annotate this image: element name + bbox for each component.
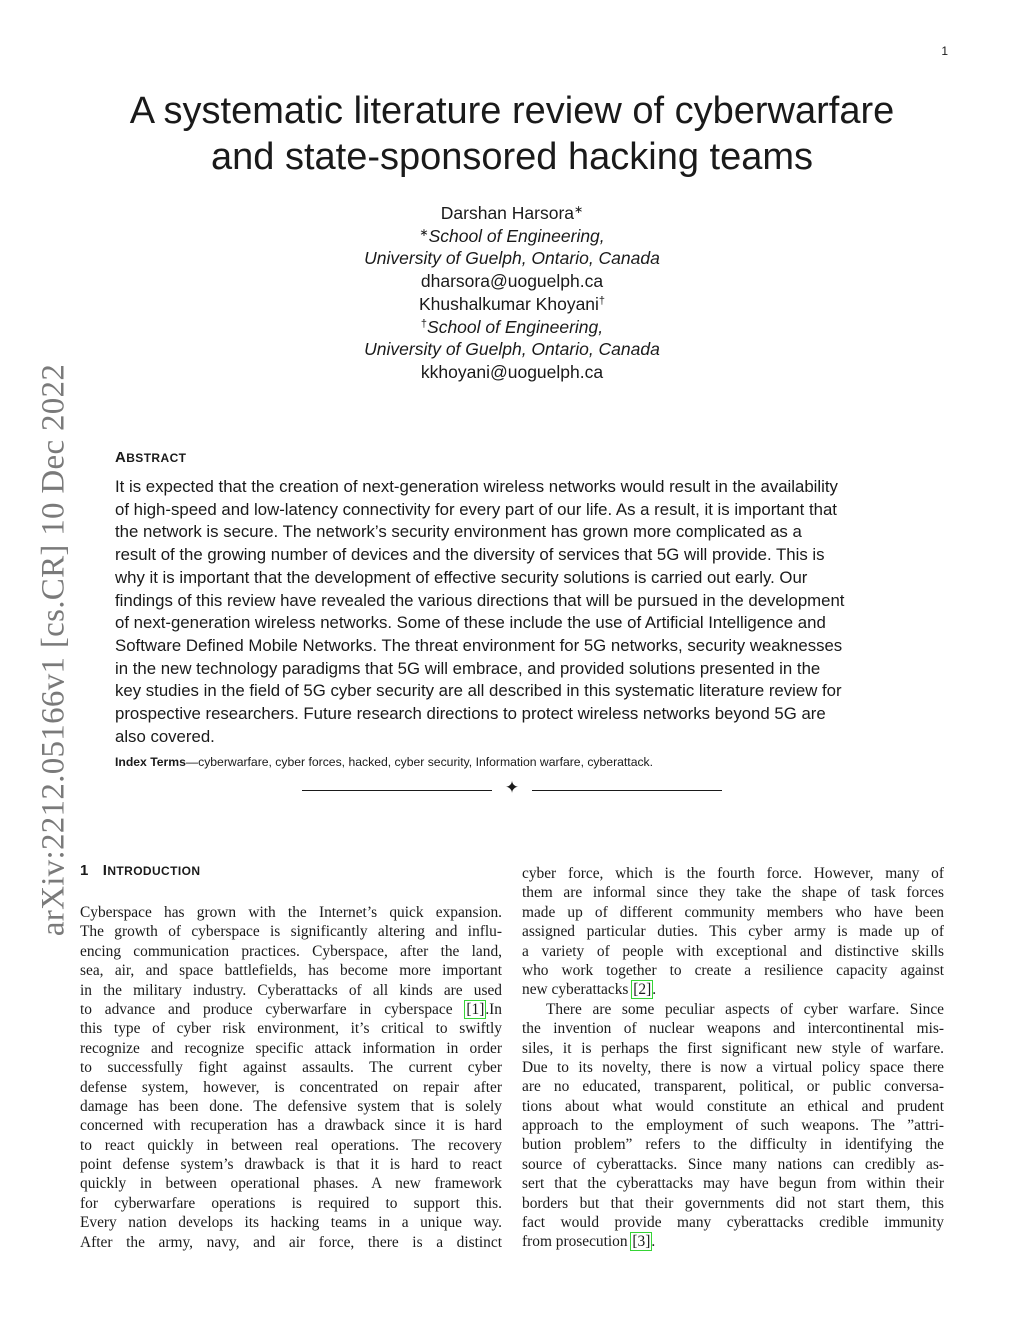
body-line: for cyberwarfare operations is required to support this.	[80, 1194, 502, 1212]
section-number: 1	[80, 862, 89, 879]
body-line: this type of cyber risk environment, it’s critical to swiftly	[80, 1020, 502, 1038]
body-text: .	[651, 1233, 656, 1251]
introduction-right-column	[522, 864, 944, 1252]
body-line: Every nation develops its hacking teams in a unique way.	[80, 1214, 502, 1232]
body-line: siles, it is perhaps the first significant new style of warfare.	[522, 1039, 944, 1057]
author-2-name: Khushalkumar Khoyani	[418, 293, 599, 314]
affiliation-2-line-2: University of Guelph, Ontario, Canada	[364, 339, 660, 360]
abstract-line: also covered.	[115, 726, 215, 746]
affiliation-1-line-2: University of Guelph, Ontario, Canada	[364, 248, 660, 269]
body-line: to successfully fight against assaults. The current cyber	[80, 1059, 502, 1077]
abstract-heading-rest: BSTRACT	[126, 451, 187, 465]
abstract-line: It is expected that the creation of next-generation wireless networks would result in the availability	[115, 477, 838, 496]
abstract-line: of high-speed and low-latency connectivity for every part of our life. As a result, it is important that	[115, 499, 837, 519]
body-line: approach to the employment of such weapons. The ”attri-	[522, 1117, 944, 1135]
body-line: tions about what would constitute an ethical and prudent	[522, 1097, 944, 1115]
index-terms	[115, 755, 915, 769]
body-line: them are informal since they take the shape of task forces	[522, 884, 944, 902]
abstract-line: prospective researchers. Future research directions to protect wireless networks beyond 5G are	[115, 704, 826, 724]
abstract-line: in the new technology paradigms that 5G will embrace, and provided solutions presented in the	[115, 658, 821, 678]
author-block	[250, 202, 774, 384]
author-2-mark: †	[598, 294, 606, 307]
index-terms-label: Index Terms	[115, 755, 186, 769]
body-line: recognize and recognize specific attack information in order	[80, 1039, 502, 1057]
introduction-left-column	[80, 903, 502, 1252]
abstract-line: result of the growing number of devices and the diversity of services that 5G will provide. This is	[115, 545, 825, 565]
body-line: assigned particular duties. This cyber army is made up of	[522, 923, 944, 941]
abstract-line: findings of this review have revealed the various directions that will be pursued in the development	[115, 590, 845, 610]
abstract-heading	[115, 449, 186, 466]
body-line: source of cyberattacks. Since many nations can credibly as-	[522, 1155, 944, 1173]
body-line: encing communication practices. Cyberspace, after the land,	[80, 942, 502, 960]
body-line: Cyberspace has grown with the Internet’s quick expansion.	[80, 904, 502, 921]
body-line: who work together to create a resilience capacity against	[522, 961, 944, 979]
separator-rule-left	[302, 790, 492, 791]
author-1-name: Darshan Harsora	[440, 203, 575, 223]
abstract-line: Software Defined Mobile Networks. The threat environment for 5G networks, security weaknesses	[115, 635, 843, 655]
abstract-heading-initial: A	[115, 449, 127, 466]
affiliation-2-mark: †	[420, 317, 428, 330]
separator-rule-right	[532, 790, 722, 791]
abstract-line: of next-generation wireless networks. Some of these include the use of Artificial Intelligence and	[115, 613, 826, 633]
body-line: a variety of people with exceptional and distinctive skills	[522, 942, 944, 960]
body-text: new cyberattacks	[522, 981, 633, 999]
body-text: to advance and produce cyberwarfare in cyberspace	[80, 1000, 466, 1018]
body-text: from prosecution	[522, 1233, 632, 1251]
body-line: sea, air, and space battlefields, has become more important	[80, 962, 502, 980]
index-terms-list: —cyberwarfare, cyber forces, hacked, cyber security, Information warfare, cyberattack.	[185, 755, 654, 769]
introduction-heading-initial: I	[102, 862, 108, 879]
body-line: in the military industry. Cyberattacks of all kinds are used	[80, 981, 502, 999]
body-line: cyber force, which is the fourth force. However, many of	[522, 865, 944, 882]
body-line: The growth of cyberspace is significantly altering and influ-	[80, 923, 502, 941]
paper-title-line-1: A systematic literature review of cyberwarfare	[129, 90, 895, 132]
affiliation-1-mark: ∗	[419, 226, 429, 239]
introduction-heading-rest: NTRODUCTION	[107, 864, 201, 878]
body-line: There are some peculiar aspects of cyber warfare. Since	[546, 1000, 944, 1018]
body-line: borders but that their governments did not start them, this	[522, 1194, 944, 1212]
body-line: Due to its novelty, there is now a virtual policy space there	[522, 1058, 944, 1076]
affiliation-1-school: School of Engineering,	[428, 225, 605, 246]
abstract-line: why it is important that the development of effective security solutions is carried out early. Our	[115, 567, 808, 587]
citation-link-1[interactable]: [1]	[466, 1000, 485, 1018]
abstract-line: the network is secure. The network’s security environment has grown more complicated as a	[115, 522, 802, 542]
body-line: the invention of nuclear weapons and intercontinental mis-	[522, 1020, 944, 1038]
affiliation-2-school: School of Engineering,	[427, 316, 604, 337]
section-separator	[302, 780, 722, 800]
abstract-line: key studies in the field of 5G cyber security are all described in this systematic literature review for	[115, 681, 842, 701]
author-1-email[interactable]: dharsora@uoguelph.ca	[420, 271, 604, 292]
body-line-with-citation	[80, 1000, 502, 1019]
affiliation-1-line-1	[250, 225, 774, 248]
paper-title-line-2: and state-sponsored hacking teams	[210, 136, 814, 178]
author-1-mark: ∗	[574, 204, 584, 216]
body-line-with-citation	[522, 1232, 944, 1251]
paper-title	[80, 88, 944, 180]
body-line: made up of different community members who have been	[522, 903, 944, 921]
body-line: point defense system’s drawback is that it is hard to react	[80, 1156, 502, 1174]
arxiv-identifier-stamp[interactable]: arXiv:2212.05166v1 [cs.CR] 10 Dec 2022	[35, 363, 72, 937]
body-line: quickly in between operational phases. A new framework	[80, 1175, 502, 1193]
body-line: defense system, however, is concentrated on repair after	[80, 1078, 502, 1096]
body-line: are no educated, transparent, political, or public conversa-	[522, 1078, 944, 1096]
affiliation-2-line-1	[250, 316, 774, 339]
body-line: sert that the cyberattacks may have begun from within their	[522, 1175, 944, 1193]
citation-link-3[interactable]: [3]	[632, 1233, 651, 1251]
body-text: .In	[485, 1000, 502, 1018]
citation-link-2[interactable]: [2]	[633, 981, 652, 999]
body-line: to react quickly in between real operations. The recovery	[80, 1136, 502, 1154]
body-line-with-citation	[522, 980, 944, 999]
body-line: After the army, navy, and air force, there is a distinct	[80, 1233, 502, 1251]
body-line: damage has been done. The defensive system that is solely	[80, 1097, 502, 1115]
author-2	[250, 293, 774, 316]
abstract-body	[115, 476, 915, 748]
author-1	[250, 202, 774, 225]
body-line: concerned with recuperation has a drawback since it is hard	[80, 1117, 502, 1135]
body-line: bution problem” refers to the difficulty in identifying the	[522, 1136, 944, 1154]
body-line: fact would provide many cyberattacks credible immunity	[522, 1214, 944, 1232]
introduction-heading	[80, 862, 200, 879]
diamond-star-icon: ✦	[504, 778, 520, 798]
page-number: 1	[941, 44, 948, 58]
author-2-email[interactable]: kkhoyani@uoguelph.ca	[420, 361, 604, 382]
body-text: .	[652, 981, 657, 999]
